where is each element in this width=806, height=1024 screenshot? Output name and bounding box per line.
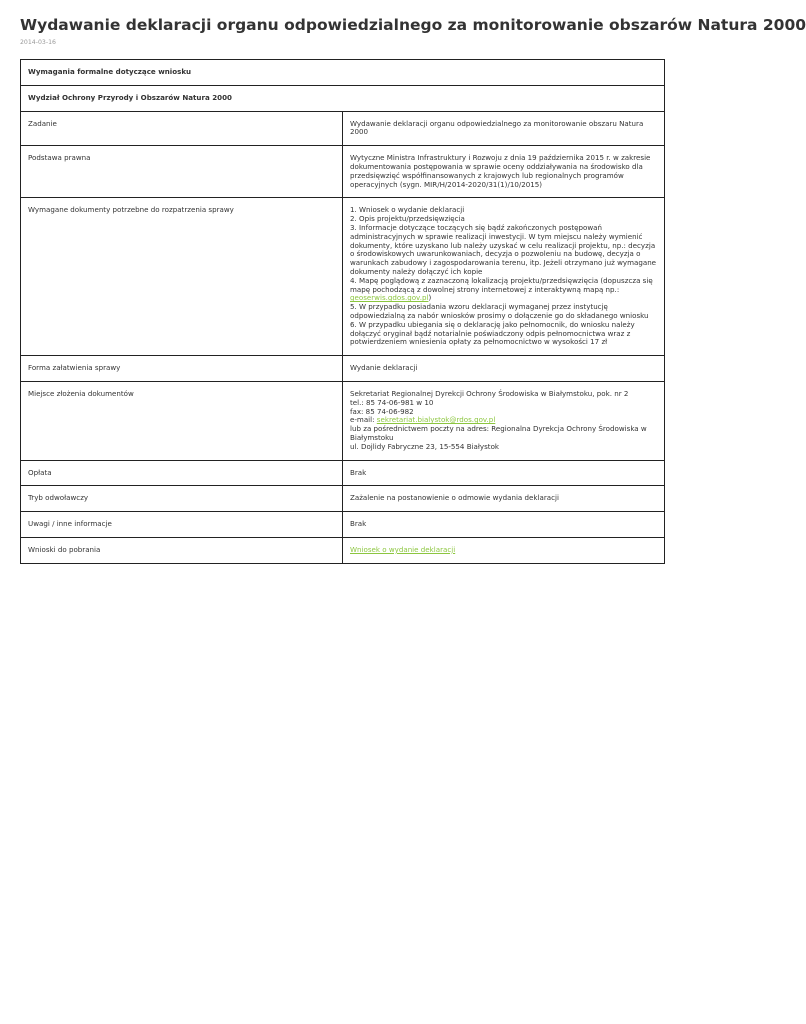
page-header xyxy=(20,16,806,47)
document-item-text-end: ) xyxy=(428,293,432,303)
row-value xyxy=(343,198,665,356)
page-title: Wydawanie deklaracji organu odpowiedzialnego za monitorowanie obszarów Natura 2000 xyxy=(20,16,806,34)
table-row-zadanie xyxy=(21,111,665,146)
row-label: Podstawa prawna xyxy=(21,146,343,198)
row-value: Wydawanie deklaracji organu odpowiedzialnego za monitorowanie obszaru Natura 2000 xyxy=(343,111,665,146)
postal-line: lub za pośrednictwem poczty na adres: Regionalna Dyrekcja Ochrony Środowiska w Białymstoku xyxy=(350,424,647,442)
table-row-podstawa-prawna xyxy=(21,146,665,198)
download-form-link[interactable]: Wniosek o wydanie deklaracji xyxy=(350,544,456,554)
row-label: Opłata xyxy=(21,460,343,486)
row-value xyxy=(343,381,665,460)
row-value xyxy=(343,537,665,563)
document-item: 6. W przypadku ubiegania się o deklarację jako pełnomocnik, do wniosku należy dołączyć oryginał bądź notarialnie poświadczony odpis pełnomocnictwa wraz z potwierdzeniem wniesienia opłaty za pełnomocnictwo w wysokości 17 zł xyxy=(350,319,635,347)
table-row-wymagane-dokumenty xyxy=(21,198,665,356)
row-value: Wydanie deklaracji xyxy=(343,356,665,382)
email-link[interactable]: sekretariat.bialystok@rdos.gov.pl xyxy=(376,415,496,425)
row-label: Miejsce złożenia dokumentów xyxy=(21,381,343,460)
row-label: Tryb odwoławczy xyxy=(21,486,343,512)
fax-line: fax: 85 74-06-982 xyxy=(350,406,414,416)
table-row-uwagi xyxy=(21,512,665,538)
row-label: Wnioski do pobrania xyxy=(21,537,343,563)
row-label: Wymagane dokumenty potrzebne do rozpatrzenia sprawy xyxy=(21,198,343,356)
table-row-wnioski-do-pobrania xyxy=(21,537,665,563)
document-item: 3. Informacje dotyczące toczących się bądź zakończonych postępowań administracyjnych w sprawie realizacji inwestycji. W tym miejscu należy wymienić dokumenty, które uzyskano lub należy uzyskać w celu realizacji projektu, np.: decyzja o środowiskowych uwarunkowaniach, decyzja o pozwoleniu na budowę, decyzja o warunkach zabudowy i zagospodarowania terenu, itp. Jeżeli otrzymano już wymagane dokumenty należy dołączyć ich kopie xyxy=(350,222,657,276)
table-subheader-row xyxy=(21,85,665,111)
row-label: Zadanie xyxy=(21,111,343,146)
row-label: Uwagi / inne informacje xyxy=(21,512,343,538)
document-item: 5. W przypadku posiadania wzoru deklaracji wymaganej przez instytucję odpowiedzialną za nabór wniosków prosimy o dołączenie go do składanego wniosku xyxy=(350,302,649,320)
email-prefix: e-mail: xyxy=(350,415,377,425)
table-header-title: Wymagania formalne dotyczące wniosku xyxy=(21,60,665,86)
geoserwis-link[interactable]: geoserwis.gdos.gov.pl xyxy=(350,293,429,303)
row-value: Zażalenie na postanowienie o odmowie wydania deklaracji xyxy=(343,486,665,512)
table-row-tryb-odwolawczy xyxy=(21,486,665,512)
phone-line: tel.: 85 74-06-981 w 10 xyxy=(350,397,434,407)
row-value: Wytyczne Ministra Infrastruktury i Rozwoju z dnia 19 października 2015 r. w zakresie dokumentowania postępowania w sprawie oceny oddziaływania na środowisko dla przedsięwzięć współfinansowanych z krajowych lub regionalnych programów operacyjnych (sygn. MIR/H/2014-2020/31(1)/10/2015) xyxy=(343,146,665,198)
document-item: 1. Wniosek o wydanie deklaracji xyxy=(350,205,465,215)
publication-date: 2014-03-16 xyxy=(20,39,56,46)
department-name: Wydział Ochrony Przyrody i Obszarów Natura 2000 xyxy=(21,85,665,111)
row-value: Brak xyxy=(343,512,665,538)
row-value: Brak xyxy=(343,460,665,486)
table-row-miejsce-zlozenia xyxy=(21,381,665,460)
row-label: Forma załatwienia sprawy xyxy=(21,356,343,382)
document-item-text: 4. Mapę poglądową z zaznaczoną lokalizacją projektu/przedsięwzięcia (dopuszcza się mapę pochodzącą z dowolnej strony internetowej z interaktywną mapą np.: xyxy=(350,275,653,294)
table-row-forma-zalatwienia xyxy=(21,356,665,382)
table-row-oplata xyxy=(21,460,665,486)
document-item: 2. Opis projektu/przedsięwzięcia xyxy=(350,214,465,224)
requirements-table xyxy=(20,59,665,564)
street-line: ul. Dojlidy Fabryczne 23, 15-554 Białystok xyxy=(350,441,500,451)
table-header-row xyxy=(21,60,665,86)
document-item xyxy=(350,277,657,303)
address-line: Sekretariat Regionalnej Dyrekcji Ochrony Środowiska w Białymstoku, pok. nr 2 xyxy=(350,388,629,398)
